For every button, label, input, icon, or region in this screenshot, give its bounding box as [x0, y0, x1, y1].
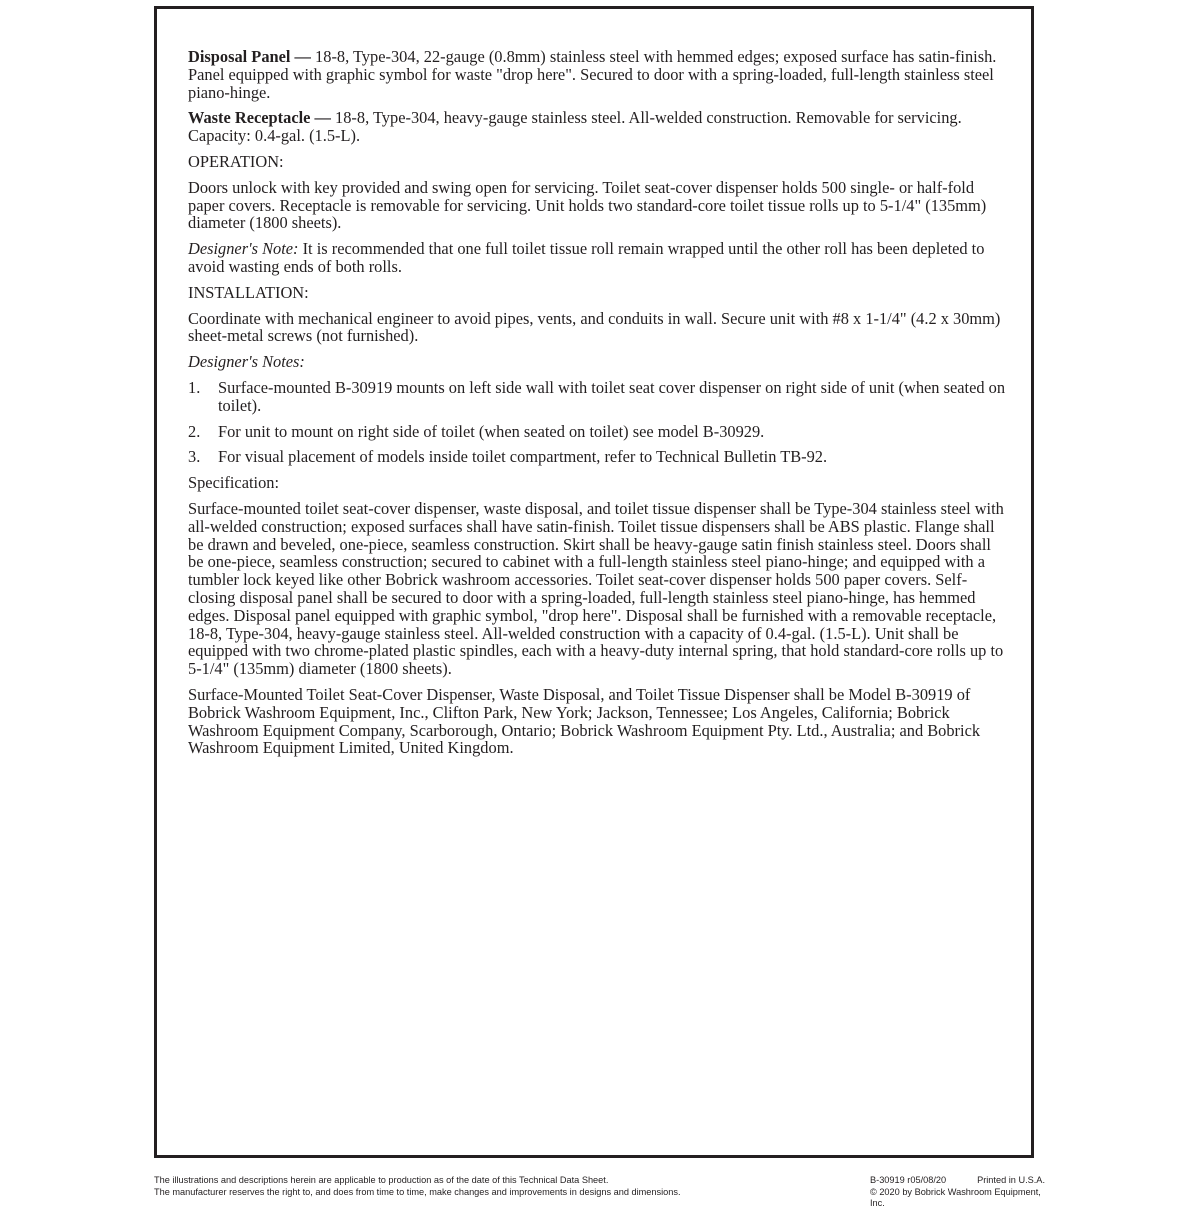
designer-note-label: Designer's Note:: [188, 239, 299, 259]
list-item: [188, 379, 1010, 415]
list-item-text: Surface-mounted B-30919 mounts on left side wall with toilet seat cover dispenser on right side of unit (when seated on toilet).: [218, 377, 1006, 415]
waste-receptacle-paragraph: [188, 109, 1010, 145]
footer-publication-info: [870, 1175, 1045, 1210]
waste-receptacle-heading: Waste Receptacle —: [188, 108, 331, 128]
specification-paragraph-1: Surface-mounted toilet seat-cover dispenser, waste disposal, and toilet tissue dispenser shall be Type-304 stainless steel with all-welded construction; exposed surfaces shall have satin-finish. Toilet tissue dispensers shall be ABS plastic. Flange shall be drawn and beveled, one-piece, seamless construction. Skirt shall be heavy-gauge satin finish stainless steel. Doors shall be one-piece, seamless construction; secured to cabinet with a full-length stainless steel piano-hinge; and equipped with a tumbler lock keyed like other Bobrick washroom accessories. Toilet seat-cover dispenser holds 500 paper covers. Self-closing disposal panel shall be secured to door with a spring-loaded, full-length stainless steel piano-hinge, has hemmed edges. Disposal panel equipped with graphic symbol, "drop here". Disposal shall be furnished with a removable receptacle, 18-8, Type-304, heavy-gauge stainless steel. All-welded construction with a capacity of 0.4-gal. (1.5-L). Unit shall be equipped with two chrome-plated plastic spindles, each with a heavy-duty internal spring, that hold standard-core rolls up to 5-1/4" (135mm) diameter (1800 sheets).: [188, 498, 1004, 679]
designer-notes-label: Designer's Notes:: [188, 352, 305, 372]
installation-text: Coordinate with mechanical engineer to avoid pipes, vents, and conduits in wall. Secure unit with #8 x 1-1/4" (4.2 x 30mm) sheet-metal screws (not furnished).: [188, 308, 1001, 346]
footer-id-row: [870, 1175, 1045, 1187]
specification-heading: Specification:: [188, 473, 280, 493]
footer-disclaimer: [154, 1175, 681, 1198]
designer-notes-list: [188, 379, 1010, 466]
operation-heading: OPERATION:: [188, 151, 284, 171]
disposal-panel-paragraph: [188, 48, 1010, 101]
document-body: [188, 48, 1010, 765]
list-item-text: For unit to mount on right side of toilet (when seated on toilet) see model B-30929.: [218, 421, 765, 441]
operation-text: Doors unlock with key provided and swing open for servicing. Toilet seat-cover dispenser holds 500 single- or half-fold paper covers. Receptacle is removable for servicing. Unit holds two standard-core toilet tissue rolls up to 5-1/4" (135mm) diameter (1800 sheets).: [188, 177, 987, 233]
footer-disclaimer-line-2: The manufacturer reserves the right to, and does from time to time, make changes and improvements in designs and dimensions.: [154, 1186, 681, 1197]
footer-disclaimer-line-1: The illustrations and descriptions herein are applicable to production as of the date of this Technical Data Sheet.: [154, 1175, 609, 1185]
specification-paragraph-2: Surface-Mounted Toilet Seat-Cover Dispenser, Waste Disposal, and Toilet Tissue Dispenser shall be Model B-30919 of Bobrick Washroom Equipment, Inc., Clifton Park, New York; Jackson, Tennessee; Los Angeles, California; Bobrick Washroom Equipment Company, Scarborough, Ontario; Bobrick Washroom Equipment Pty. Ltd., Australia; and Bobrick Washroom Equipment Limited, United Kingdom.: [188, 684, 981, 758]
installation-heading: INSTALLATION:: [188, 282, 309, 302]
printed-in: Printed in U.S.A.: [977, 1175, 1045, 1185]
list-item: [188, 423, 1010, 441]
designer-note-text: It is recommended that one full toilet tissue roll remain wrapped until the other roll has been depleted to avoid wasting ends of both rolls.: [188, 239, 985, 276]
waste-receptacle-text: 18-8, Type-304, heavy-gauge stainless steel. All-welded construction. Removable for servicing. Capacity: 0.4-gal. (1.5-L).: [188, 108, 962, 146]
operation-designer-note: [188, 240, 1010, 276]
list-item: [188, 448, 1010, 466]
document-id: B-30919 r05/08/20: [870, 1175, 947, 1185]
disposal-panel-heading: Disposal Panel —: [188, 47, 311, 66]
list-item-text: For visual placement of models inside toilet compartment, refer to Technical Bulletin TB-92.: [218, 447, 828, 467]
list-item-number: 3.: [188, 447, 201, 467]
copyright: © 2020 by Bobrick Washroom Equipment, Inc.: [870, 1186, 1041, 1208]
list-item-number: 2.: [188, 421, 201, 441]
disposal-panel-text: 18-8, Type-304, 22-gauge (0.8mm) stainless steel with hemmed edges; exposed surface has satin-finish. Panel equipped with graphic symbol for waste "drop here". Secured to door with a spring-loaded, full-length stainless steel piano-hinge.: [188, 47, 997, 102]
list-item-number: 1.: [188, 377, 201, 397]
